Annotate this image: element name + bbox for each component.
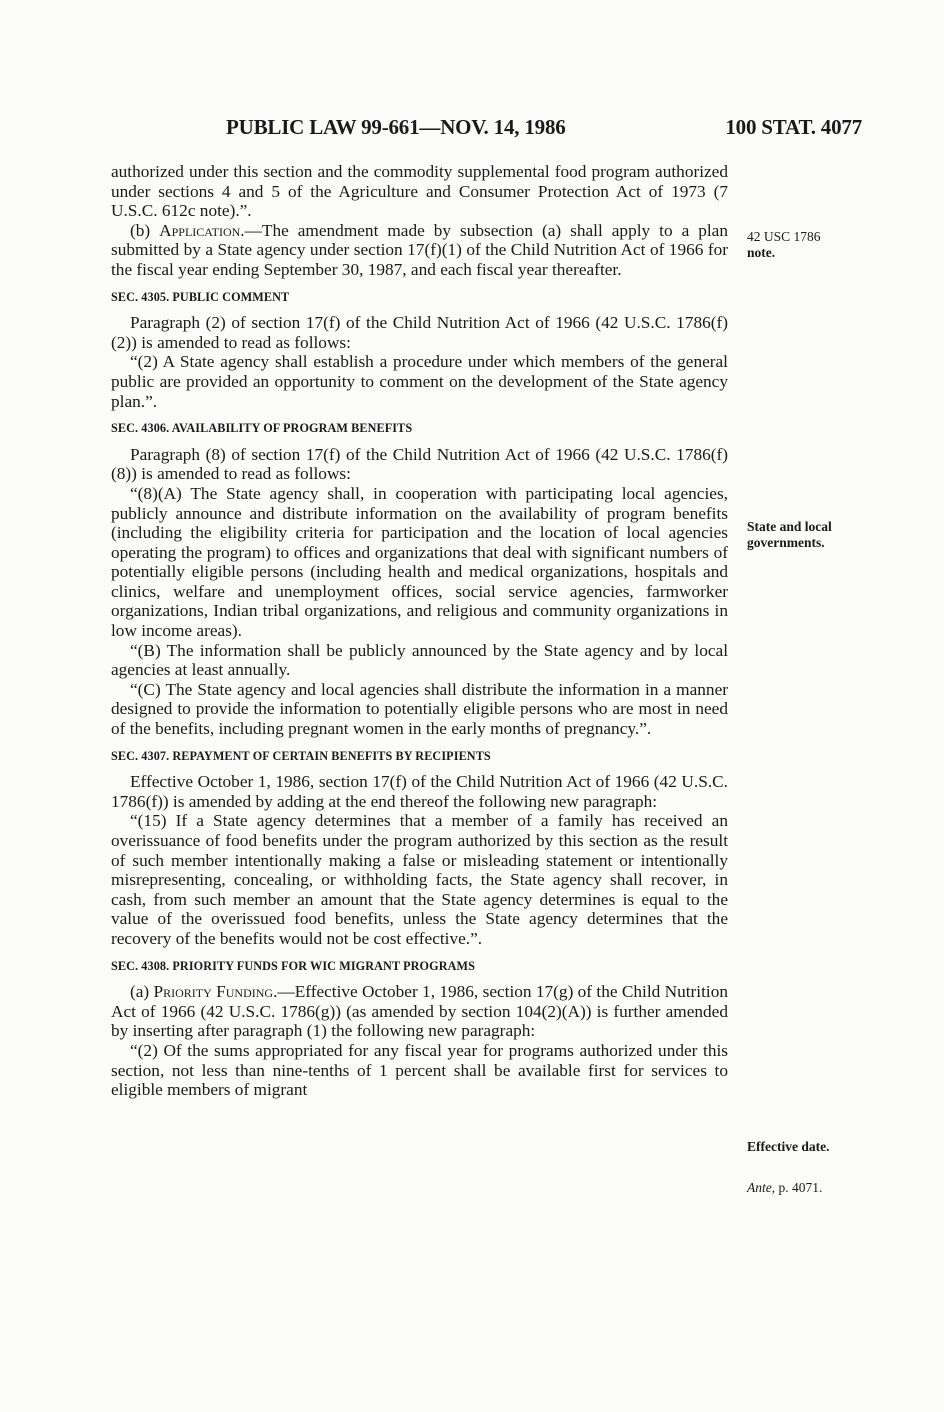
- subsection-b-text: .—The amendment made by subsection (a) shall apply to a plan submitted by a State agency under section 17(f)(1) of the Child Nutrition Act of 1966 for the fiscal year ending September 30, 1987, and each fiscal year thereafter.: [111, 220, 728, 279]
- margin-note-ante-rest: p. 4071.: [775, 1180, 823, 1195]
- subsection-a-label: (a): [130, 982, 154, 1002]
- section-4305-paragraph-2: “(2) A State agency shall establish a procedure under which members of the general public are provided an opportunity to comment on the development of the State agency plan.”.: [111, 352, 728, 411]
- section-4308-paragraph-1: [111, 982, 728, 1041]
- margin-note-ante: [747, 1180, 887, 1196]
- section-4308-paragraph-2: “(2) Of the sums appropriated for any fiscal year for programs authorized under this section, not less than nine-tenths of 1 percent shall be available first for services to eligible members of migrant: [111, 1040, 728, 1100]
- section-4306-paragraph-2: “(8)(A) The State agency shall, in cooperation with participating local agencies, publicly announce and distribute information on the availability of program benefits (including the eligibility criteria for participation and the location of local agencies operating the program) to offices and organizations that deal with significant numbers of potentially eligible persons (including health and medical organizations, hospitals and clinics, welfare and unemployment offices, social service agencies, farmworker organizations, Indian tribal organizations, and religious and community organizations in low income areas).: [111, 483, 728, 641]
- margin-note-usc: [747, 229, 887, 261]
- section-4306-paragraph-4: “(C) The State agency and local agencies shall distribute the information in a manner designed to provide the information to potentially eligible persons who are most in need of the benefits, including pregnant women in the early months of pregnancy.”.: [111, 679, 728, 739]
- header-stat-citation: 100 STAT. 4077: [725, 115, 862, 139]
- header-title: PUBLIC LAW 99-661—NOV. 14, 1986: [226, 115, 566, 139]
- section-4308-heading: SEC. 4308. PRIORITY FUNDS FOR WIC MIGRANT PROGRAMS: [111, 958, 475, 973]
- section-4306-paragraph-3: “(B) The information shall be publicly announced by the State agency and by local agencies at least annually.: [111, 640, 728, 680]
- subsection-b-paragraph: [111, 221, 728, 280]
- section-4307-paragraph-2: “(15) If a State agency determines that a member of a family has received an overissuance of food benefits under the program authorized by this section as the result of such member intentionally making a false or misleading statement or intentionally misrepresenting, concealing, or withholding facts, the State agency shall recover, in cash, from such member an amount that the State agency determines is equal to the value of the overissued food benefits, unless the State agency determines that the recovery of the benefits would not be cost effective.”.: [111, 811, 728, 948]
- section-4306-heading: SEC. 4306. AVAILABILITY OF PROGRAM BENEFITS: [111, 421, 413, 436]
- subsection-a-text: .—Effective October 1, 1986, section 17(g) of the Child Nutrition Act of 1966 (42 U.S.C. 1786(g)) (as amended by section 104(2)(A)) is further amended by inserting after paragraph (1) the following new paragraph:: [111, 982, 728, 1041]
- margin-note-state-line2: governments.: [747, 535, 825, 550]
- margin-note-effective-text: Effective date.: [747, 1139, 830, 1154]
- section-4305-paragraph-1: Paragraph (2) of section 17(f) of the Child Nutrition Act of 1966 (42 U.S.C. 1786(f)(2)) is amended to read as follows:: [111, 313, 728, 352]
- continued-paragraph: authorized under this section and the commodity supplemental food program authorized under sections 4 and 5 of the Agriculture and Consumer Protection Act of 1973 (7 U.S.C. 612c note).”.: [111, 162, 728, 221]
- document-body: [111, 162, 728, 1100]
- subsection-b-label: (b): [130, 220, 160, 240]
- margin-note-state-local: [747, 519, 887, 551]
- margin-note-usc-line2: note.: [747, 245, 776, 260]
- page-header: [110, 115, 862, 145]
- margin-note-effective-date: [747, 1139, 887, 1155]
- margin-note-ante-italic: Ante,: [747, 1180, 776, 1195]
- subsection-a-heading: Priority Funding: [153, 982, 274, 1002]
- section-4305-heading: SEC. 4305. PUBLIC COMMENT: [111, 289, 290, 304]
- section-4307-heading: SEC. 4307. REPAYMENT OF CERTAIN BENEFITS BY RECIPIENTS: [111, 748, 491, 763]
- margin-note-usc-line1: 42 USC 1786: [747, 229, 821, 244]
- subsection-b-heading: Application: [159, 220, 241, 240]
- margin-note-state-line1: State and local: [747, 519, 832, 534]
- section-4307-paragraph-1: Effective October 1, 1986, section 17(f) of the Child Nutrition Act of 1966 (42 U.S.C. 1786(f)) is amended by adding at the end thereof the following new paragraph:: [111, 772, 728, 811]
- section-4306-paragraph-1: Paragraph (8) of section 17(f) of the Child Nutrition Act of 1966 (42 U.S.C. 1786(f)(8)) is amended to read as follows:: [111, 444, 728, 484]
